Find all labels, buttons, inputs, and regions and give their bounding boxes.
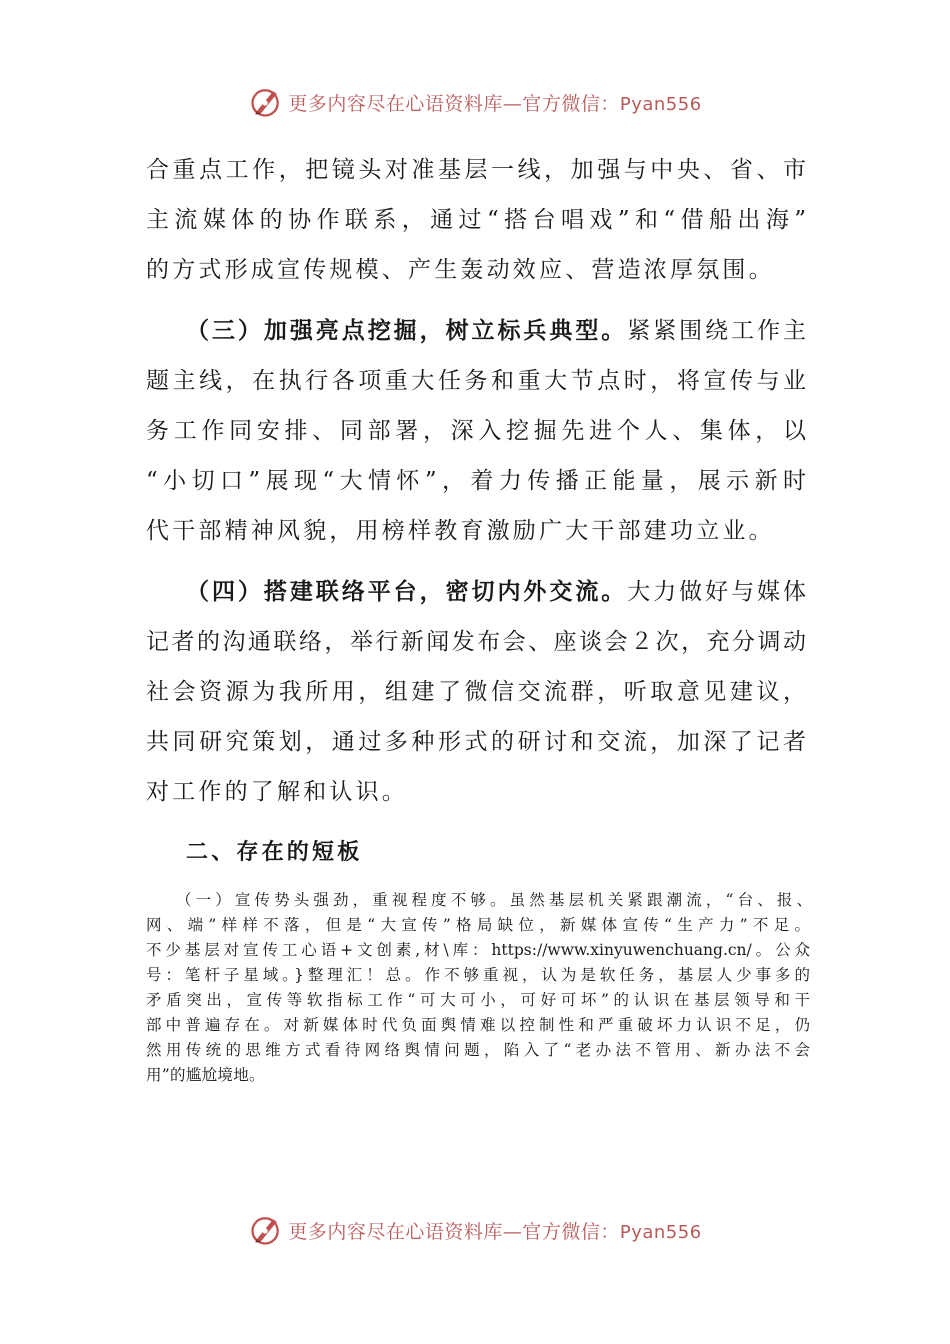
section-title: 二、存在的短板 — [186, 840, 363, 865]
paragraph-line: （三）加强亮点挖掘，树立标兵典型。紧紧围绕工作主 — [186, 317, 807, 344]
text-line: “小切口”展现“大情怀”，着力传播正能量，展示新时 — [146, 468, 806, 494]
banner-text: 更多内容尽在心语资料库—官方微信：Pyan556 — [288, 1220, 702, 1243]
section-heading: （四）搭建联络平台，密切内外交流。 — [186, 578, 628, 605]
text-line: 社会资源为我所用，组建了微信交流群，听取意见建议， — [146, 679, 806, 705]
text-line: 的方式形成宣传规模、产生轰动效应、营造浓厚氛围。 — [146, 257, 775, 283]
small-text-line: 矛盾突出，宣传等软指标工作“可大可小，可好可坏”的认识在基层领导和干 — [146, 991, 810, 1009]
text-line: 务工作同安排、同部署，深入挖掘先进个人、集体，以 — [146, 418, 806, 444]
small-text-line: 用”的尴尬境地。 — [146, 1066, 265, 1084]
text-line: 主流媒体的协作联系，通过“搭台唱戏”和“借船出海” — [146, 207, 806, 233]
pen-circle-icon — [248, 1212, 284, 1248]
text-line: 记者的沟通联络，举行新闻发布会、座谈会２次，充分调动 — [146, 629, 806, 655]
small-text-line: 然用传统的思维方式看待网络舆情问题，陷入了“老办法不管用、新办法不会 — [146, 1041, 810, 1059]
small-text-line: 号：笔杆子星域。}整理汇！总。作不够重视，认为是软任务，基层人少事多的 — [146, 966, 810, 984]
paragraph-line: （四）搭建联络平台，密切内外交流。大力做好与媒体 — [186, 578, 807, 605]
banner-text: 更多内容尽在心语资料库—官方微信：Pyan556 — [288, 92, 702, 115]
small-text-line: 部中普遍存在。对新媒体时代负面舆情难以控制性和严重破坏力认识不足，仍 — [146, 1016, 810, 1034]
text-line: 题主线，在执行各项重大任务和重大节点时，将宣传与业 — [146, 368, 806, 394]
small-text-line: 不少基层对宣传工心语+文创素,材\库：https://www.xinyuwenchuang.cn/。公众 — [146, 941, 810, 959]
section-heading: （三）加强亮点挖掘，树立标兵典型。 — [186, 317, 628, 344]
footer-banner — [0, 1210, 950, 1250]
pen-circle-icon — [248, 84, 284, 120]
small-text-line: 网、端”样样不落，但是“大宣传”格局缺位，新媒体宣传“生产力”不足。 — [146, 916, 810, 934]
text-line: 对工作的了解和认识。 — [146, 779, 408, 805]
small-text-line: （一）宣传势头强劲，重视程度不够。虽然基层机关紧跟潮流，“台、报、 — [176, 891, 812, 909]
header-banner — [0, 82, 950, 122]
text-line: 代干部精神风貌，用榜样教育激励广大干部建功立业。 — [146, 518, 775, 544]
text-line: 合重点工作，把镜头对准基层一线，加强与中央、省、市 — [146, 157, 806, 183]
text-line: 共同研究策划，通过多种形式的研讨和交流，加深了记者 — [146, 729, 806, 755]
